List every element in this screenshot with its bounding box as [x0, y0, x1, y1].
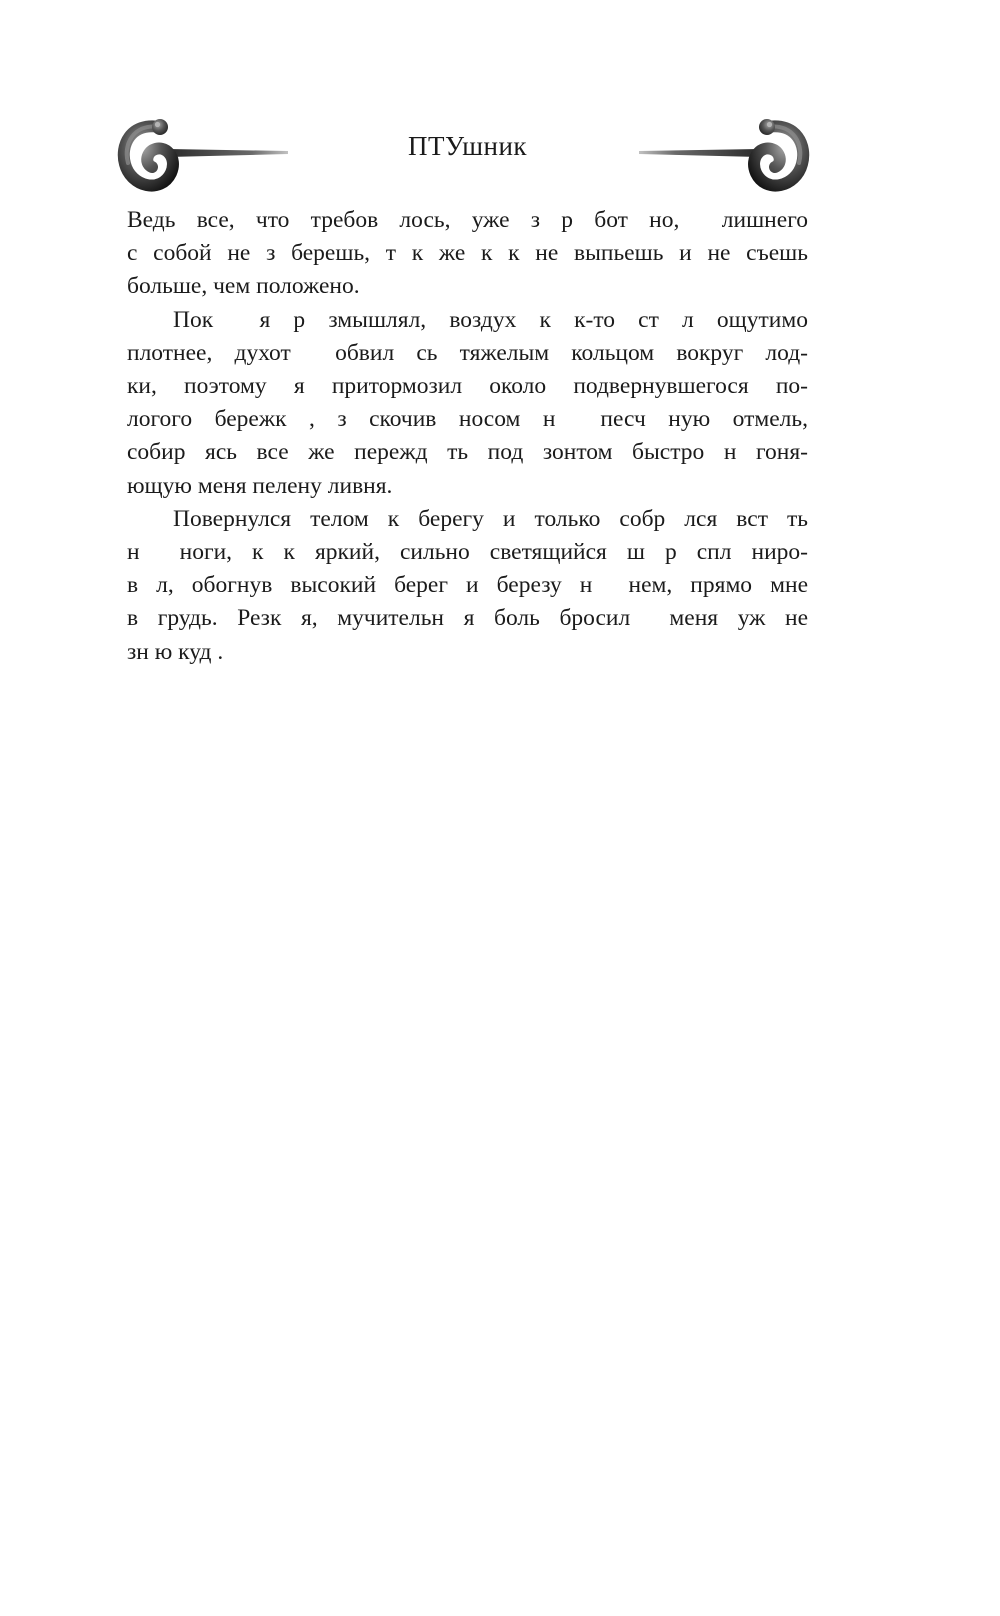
text-line: ющую меня пелену ливня. — [127, 472, 393, 499]
text-line: ки, поэтому я притормозил около подвернувшегося по- — [127, 373, 808, 400]
text-line: в л, обогнув высокий берег и березу н нем, прямо мне — [127, 572, 808, 599]
text-line: Пок я р змышлял, воздух к к-то ст л ощутимо — [173, 306, 808, 333]
text-line: собир ясь все же пережд ть под зонтом быстро н гоня- — [127, 439, 808, 466]
text-line: зн ю куд . — [127, 638, 224, 665]
text-line: Повернулся телом к берегу и только собр лся вст ть — [173, 505, 808, 532]
text-line: н ноги, к к яркий, сильно светящийся ш р спл ниро- — [127, 539, 808, 566]
text-line: в грудь. Резк я, мучительн я боль бросил меня уж не — [127, 605, 808, 632]
page-title: ПТУшник — [407, 131, 528, 161]
text-line: логого бережк , з скочив носом н песч ную отмель, — [127, 406, 808, 433]
text-line: больше, чем положено. — [127, 273, 360, 300]
text-line: плотнее, духот обвил сь тяжелым кольцом вокруг лод- — [127, 339, 808, 366]
text-line: Ведь все, что требов лось, уже з р бот но, лишнего — [127, 207, 808, 233]
text-line: с собой не з берешь, т к же к к не выпьешь и не съешь — [127, 240, 808, 267]
text-block — [127, 204, 808, 669]
